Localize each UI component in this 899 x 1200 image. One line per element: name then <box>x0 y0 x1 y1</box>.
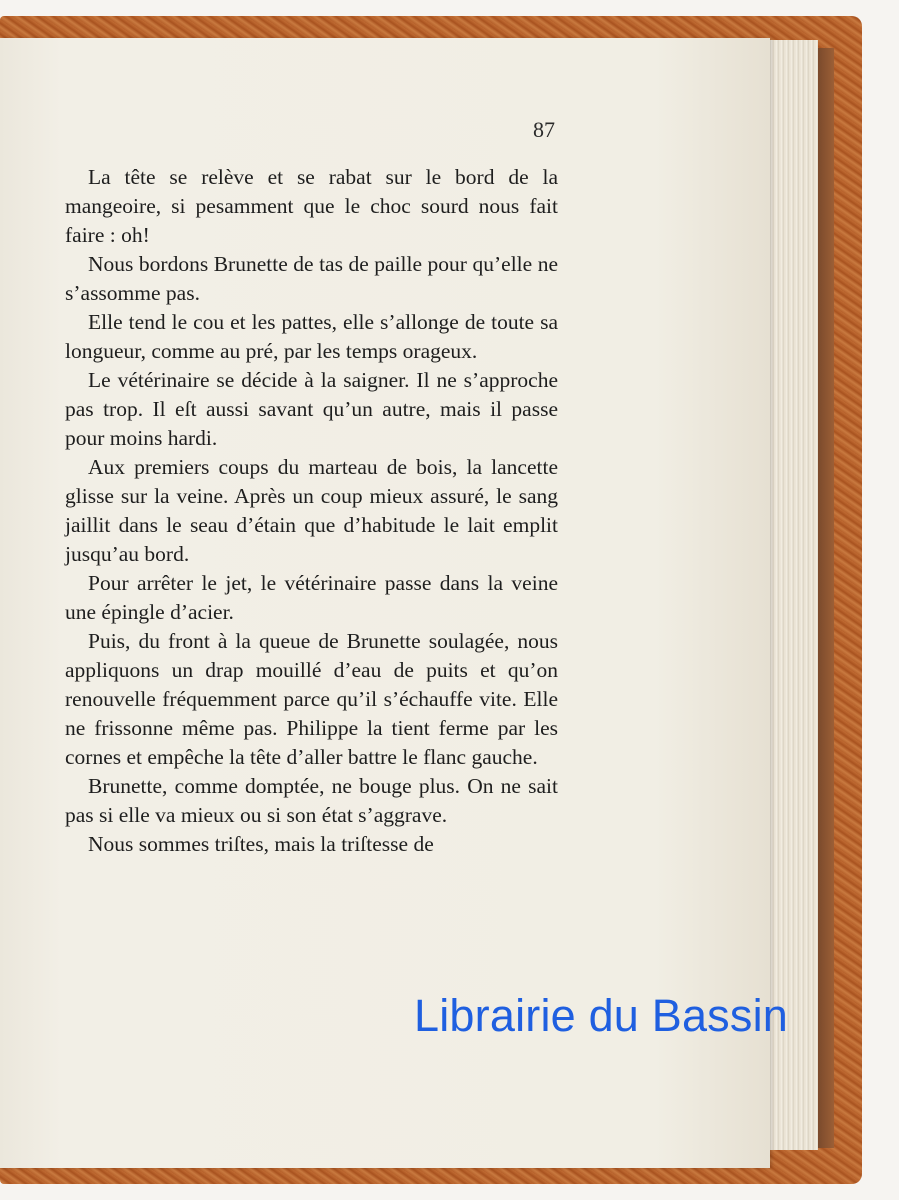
paragraph: Le vétérinaire se décide à la saigner. Il ne s’approche pas trop. Il eſt aussi savant qu’un autre, mais il passe pour moins hardi. <box>65 368 558 450</box>
watermark: Librairie du Bassin <box>414 990 788 1041</box>
paragraph: Puis, du front à la queue de Brunette soulagée, nous appliquons un drap mouillé d’eau de puits et qu’on renouvelle fréquemment parce qu’il s’échauffe vite. Elle ne frissonne même pas. Philippe la tient ferme par les cornes et empêche la tête d’aller battre le flanc gauche. <box>65 629 558 769</box>
book-back-edge <box>818 48 834 1148</box>
page-number: 87 <box>533 117 555 142</box>
paragraph: Aux premiers coups du marteau de bois, la lancette glisse sur la veine. Après un coup mieux assuré, le sang jaillit dans le seau d’étain que d’habitude le lait emplit jusqu’au bord. <box>65 455 558 566</box>
paragraph: Pour arrêter le jet, le vétérinaire passe dans la veine une épingle d’acier. <box>65 571 558 624</box>
page-text <box>65 163 558 859</box>
paragraph: Elle tend le cou et les pattes, elle s’allonge de toute sa longueur, comme au pré, par les temps orageux. <box>65 310 558 363</box>
paragraph: Nous sommes triſtes, mais la triſtesse de <box>88 832 434 856</box>
paragraph: Brunette, comme domptée, ne bouge plus. On ne sait pas si elle va mieux ou si son état s’aggrave. <box>65 774 558 827</box>
paragraph: La tête se relève et se rabat sur le bord de la mangeoire, si pesamment que le choc sourd nous fait faire : oh! <box>65 165 558 247</box>
paragraph: Nous bordons Brunette de tas de paille pour qu’elle ne s’assomme pas. <box>65 252 558 305</box>
